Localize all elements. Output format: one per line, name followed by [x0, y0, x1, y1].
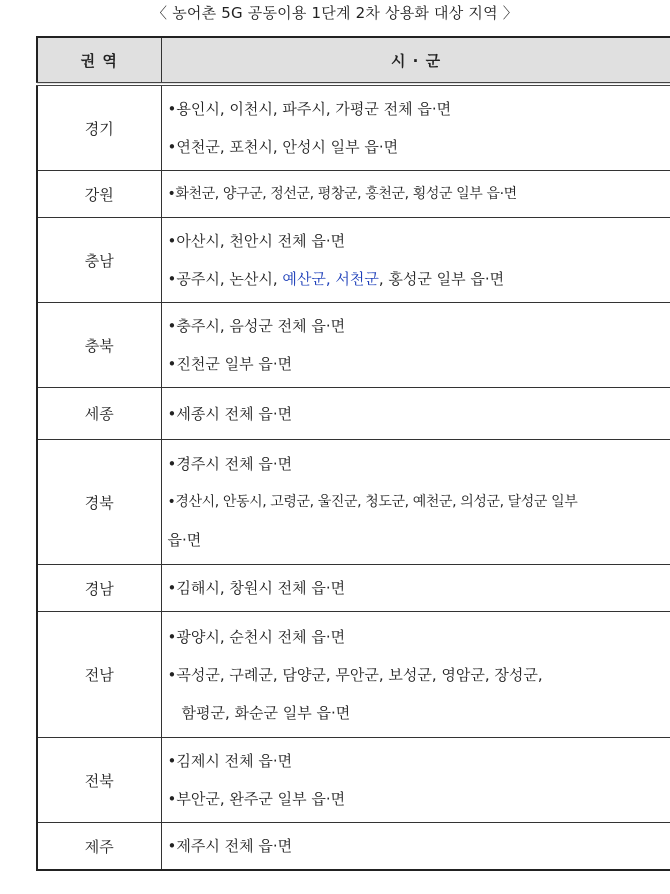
area-line: •충주시, 음성군 전체 읍·면 — [167, 317, 346, 335]
area-line: •경산시, 안동시, 고령군, 울진군, 청도군, 예천군, 의성군, 달성군 일부 — [167, 494, 578, 510]
table-row — [37, 303, 670, 388]
area-cell — [161, 171, 670, 218]
area-line: •곡성군, 구례군, 담양군, 무안군, 보성군, 영암군, 장성군, — [167, 665, 543, 684]
area-line: •아산시, 천안시 전체 읍·면 — [167, 232, 346, 250]
area-line-part: •공주시, 논산시, — [167, 270, 283, 288]
area-cell — [161, 565, 670, 612]
region-name: 세종 — [37, 388, 161, 440]
area-line: •김해시, 창원시 전체 읍·면 — [167, 579, 346, 597]
area-cell — [161, 738, 670, 823]
area-cell — [161, 440, 670, 565]
document-title: 〈 농어촌 5G 공동이용 1단계 2차 상용화 대상 지역 〉 — [152, 4, 518, 22]
header-region: 권 역 — [37, 37, 161, 84]
region-name: 경기 — [37, 84, 161, 171]
area-line-part: , 홍성군 일부 읍·면 — [378, 270, 505, 288]
header-area: 시 · 군 — [161, 37, 670, 84]
area-line: •진천군 일부 읍·면 — [167, 355, 293, 373]
area-line: •연천군, 포천시, 안성시 일부 읍·면 — [167, 138, 399, 156]
area-cell — [161, 218, 670, 303]
region-name: 충북 — [37, 303, 161, 388]
area-line: •제주시 전체 읍·면 — [167, 837, 293, 855]
region-table — [36, 36, 670, 871]
table-row — [37, 565, 670, 612]
table-row — [37, 388, 670, 440]
area-line: •김제시 전체 읍·면 — [167, 752, 293, 770]
area-cell — [161, 823, 670, 871]
region-name: 경북 — [37, 440, 161, 565]
region-name: 전북 — [37, 738, 161, 823]
region-name: 강원 — [37, 171, 161, 218]
area-cell — [161, 84, 670, 171]
area-line: 함평군, 화순군 일부 읍·면 — [181, 703, 351, 722]
region-name: 경남 — [37, 565, 161, 612]
area-cell — [161, 303, 670, 388]
table-row — [37, 612, 670, 738]
area-line: •경주시 전체 읍·면 — [167, 455, 293, 473]
area-line: 읍·면 — [167, 531, 202, 549]
region-name: 제주 — [37, 823, 161, 871]
area-line: •용인시, 이천시, 파주시, 가평군 전체 읍·면 — [167, 100, 452, 118]
area-line: •부안군, 완주군 일부 읍·면 — [167, 790, 346, 808]
highlighted-area-text: 예산군, 서천군 — [282, 270, 379, 288]
area-cell — [161, 388, 670, 440]
area-cell — [161, 612, 670, 738]
region-name: 전남 — [37, 612, 161, 738]
area-line: •광양시, 순천시 전체 읍·면 — [167, 627, 346, 646]
region-name: 충남 — [37, 218, 161, 303]
table-header-row — [37, 37, 670, 84]
table-row — [37, 171, 670, 218]
table-row — [37, 738, 670, 823]
area-line: •화천군, 양구군, 정선군, 평창군, 홍천군, 횡성군 일부 읍·면 — [167, 186, 517, 202]
area-line — [168, 260, 665, 298]
area-line: •세종시 전체 읍·면 — [167, 404, 293, 423]
table-row — [37, 218, 670, 303]
table-row — [37, 823, 670, 871]
table-row — [37, 84, 670, 171]
table-row — [37, 440, 670, 565]
